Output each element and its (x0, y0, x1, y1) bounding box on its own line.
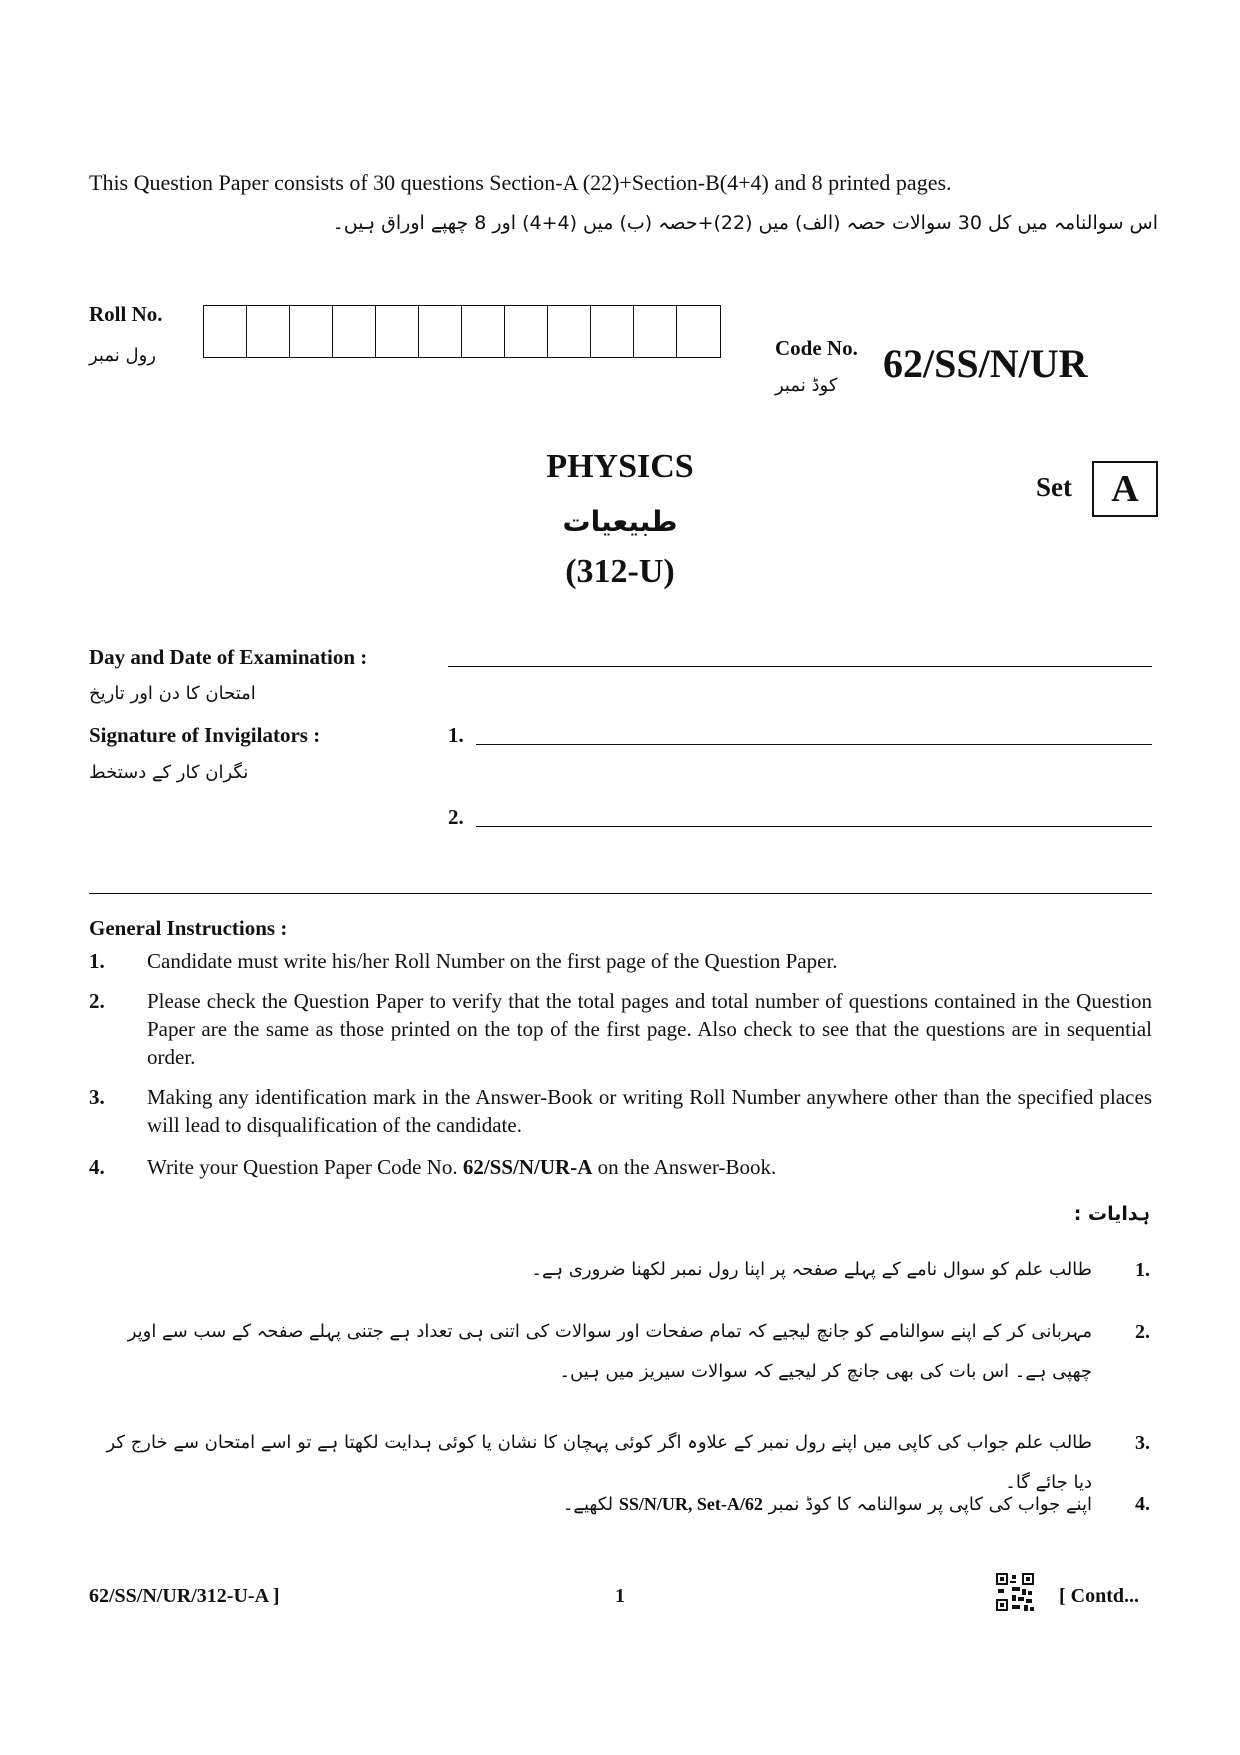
roll-digit-box[interactable] (677, 306, 720, 357)
instruction-text-after: on the Answer-Book. (592, 1155, 777, 1179)
signature-line-2[interactable] (476, 826, 1152, 827)
paper-summary-en (89, 170, 952, 196)
urdu-instruction-text: طالب علم کو سوال نامے کے پہلے صفحہ پر اپنا رول نمبر لکھنا ضروری ہے۔ (531, 1259, 1092, 1280)
roll-digit-box[interactable] (591, 306, 634, 357)
subject-title-ur: طبیعیات (562, 505, 678, 538)
roll-label-ur: رول نمبر (89, 345, 156, 366)
urdu-instruction-text: طالب علم جواب کی کاپی میں اپنے رول نمبر کے علاوہ اگر کوئی پہچان کا نشان یا کوئی ہدایت لکھتا ہے تو اسے امتحان سے خارج کر دیا جائے گا۔ (106, 1432, 1092, 1493)
page-number: 1 (615, 1585, 625, 1607)
instruction-number: 3. (89, 1085, 105, 1109)
subject-code: (312-U) (565, 553, 675, 590)
urdu-instruction-text: مہربانی کر کے اپنے سوالنامے کو جانچ لیجیے کہ تمام صفحات اور سوالات کی اتنی ہی تعداد ہے جتنی پہلے صفحہ کے سب سے اوپر چھپی ہے۔ اس بات کی بھی جانچ کر لیجیے کہ سوالات سیریز میں ہیں۔ (127, 1321, 1092, 1382)
footer-paper-code: 62/SS/N/UR/312-U-A ] (89, 1585, 280, 1607)
instruction-item (89, 947, 1152, 977)
urdu-instruction-item (87, 1312, 1150, 1396)
instruction-text (147, 1153, 1152, 1181)
urdu-instruction-text-before: اپنے جواب کی کاپی پر سوالنامہ کا کوڈ نمبر (762, 1494, 1092, 1515)
roll-digit-box[interactable] (376, 306, 419, 357)
signature-label: Signature of Invigilators : (89, 723, 321, 747)
urdu-instruction-text-after: لکھیے۔ (562, 1494, 619, 1515)
roll-number-boxes[interactable] (203, 305, 721, 358)
urdu-instruction-number: 4. (1135, 1493, 1150, 1515)
instruction-number: 1. (89, 949, 105, 973)
signature-number-2: 2. (448, 805, 464, 829)
continued-label: [ Contd... (1059, 1585, 1140, 1607)
urdu-instruction-code: 62/SS/N/UR, Set-A (618, 1494, 763, 1514)
signature-number-1: 1. (448, 723, 464, 747)
code-label-ur: کوڈ نمبر (775, 375, 838, 396)
instruction-text-before: Write your Question Paper Code No. (147, 1155, 463, 1179)
instruction-item (89, 1083, 1152, 1139)
instruction-number: 2. (89, 989, 105, 1013)
instruction-item (89, 987, 1152, 1071)
instruction-text: Candidate must write his/her Roll Number on the first page of the Question Paper. (147, 949, 838, 973)
paper-summary-ur: اس سوالنامہ میں کل 30 سوالات حصہ (الف) میں (22)+حصہ (ب) میں (4+4) اور 8 چھپے اوراق ہیں۔ (332, 212, 1158, 234)
instruction-text: Please check the Question Paper to verify that the total pages and total number of questions contained in the Question Paper are the same as those printed on the top of the first page. Also check to see that the questions are in sequential order. (147, 989, 1152, 1069)
instruction-text: Making any identification mark in the Answer-Book or writing Roll Number anywhere other than the specified places will lead to disqualification of the candidate. (147, 1085, 1152, 1137)
roll-digit-box[interactable] (204, 306, 247, 357)
section-divider (89, 893, 1152, 894)
roll-digit-box[interactable] (290, 306, 333, 357)
urdu-instructions-title: ہدایات : (1073, 1203, 1150, 1225)
exam-date-line[interactable] (448, 666, 1152, 667)
subject-title: PHYSICS (546, 448, 694, 485)
summary-text: This Question Paper consists of 30 questions Section-A (22)+Section-B(4+4) and 8 printed pages. (89, 170, 952, 195)
urdu-instruction-number: 2. (1135, 1321, 1150, 1343)
roll-digit-box[interactable] (333, 306, 376, 357)
urdu-instruction-number: 3. (1135, 1432, 1150, 1454)
roll-digit-box[interactable] (548, 306, 591, 357)
instruction-code: 62/SS/N/UR-A (462, 1155, 593, 1179)
roll-digit-box[interactable] (419, 306, 462, 357)
set-label: Set (1036, 472, 1072, 502)
exam-date-label: Day and Date of Examination : (89, 645, 368, 669)
code-label: Code No. (775, 336, 858, 360)
urdu-instruction-item (87, 1250, 1150, 1294)
signature-label-ur: نگران کار کے دستخط (89, 762, 249, 783)
set-box: A (1092, 461, 1158, 517)
roll-digit-box[interactable] (247, 306, 290, 357)
roll-digit-box[interactable] (505, 306, 548, 357)
signature-line-1[interactable] (476, 744, 1152, 745)
urdu-instruction-number: 1. (1135, 1259, 1150, 1281)
qr-code-icon (996, 1573, 1034, 1611)
instruction-item (89, 1153, 1152, 1183)
roll-label: Roll No. (89, 302, 163, 326)
instruction-number: 4. (89, 1155, 105, 1179)
code-value: 62/SS/N/UR (883, 341, 1088, 386)
roll-digit-box[interactable] (634, 306, 677, 357)
urdu-instruction-item (87, 1484, 1150, 1528)
exam-date-label-ur: امتحان کا دن اور تاریخ (89, 683, 256, 704)
roll-digit-box[interactable] (462, 306, 505, 357)
general-instructions-title: General Instructions : (89, 916, 288, 940)
urdu-instruction-item (87, 1423, 1150, 1493)
urdu-instruction-text (92, 1484, 1092, 1525)
